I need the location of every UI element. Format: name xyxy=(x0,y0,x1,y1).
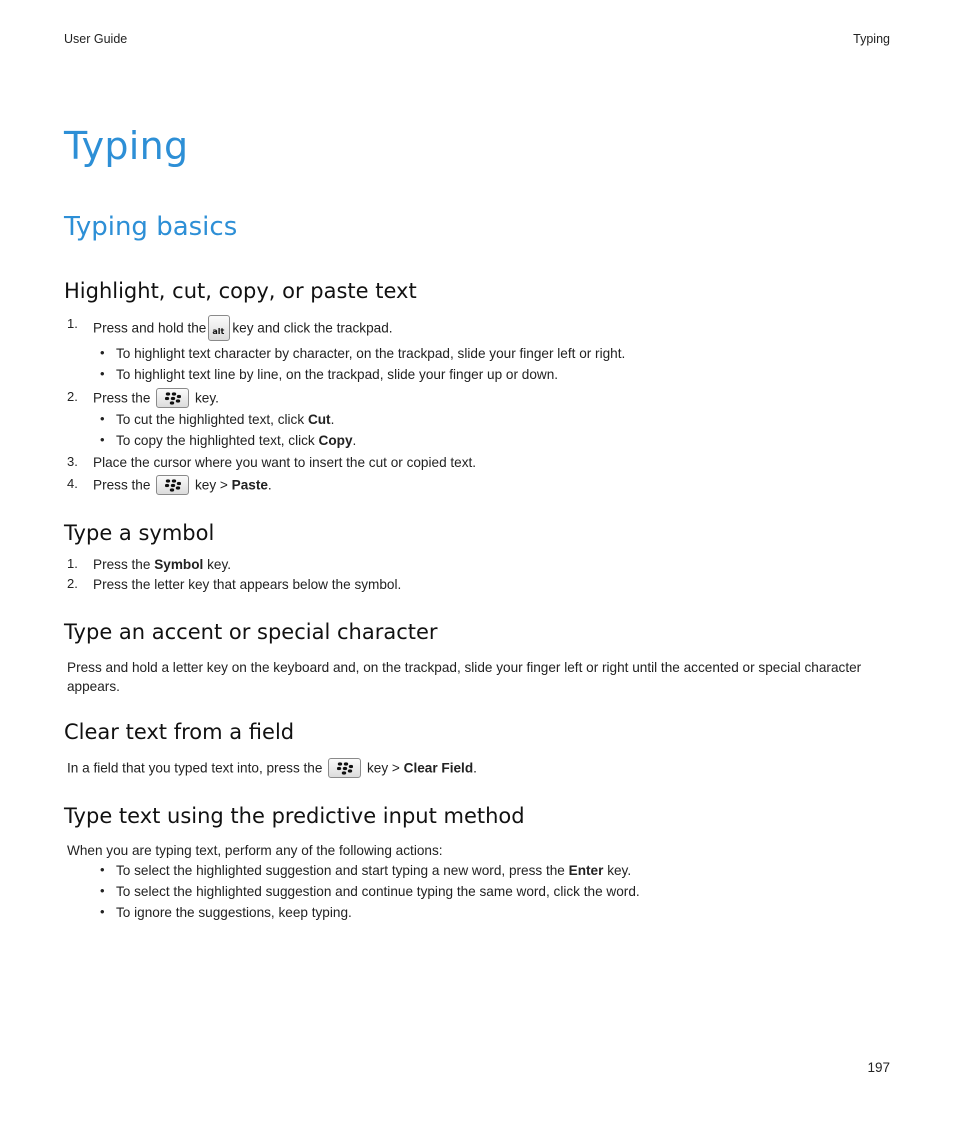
step-number: 3. xyxy=(67,454,78,469)
step-text: key and click the trackpad. xyxy=(232,320,393,336)
step-number: 2. xyxy=(67,576,78,591)
bullet-icon: • xyxy=(100,904,105,919)
heading-accent: Type an accent or special character xyxy=(64,620,438,644)
accent-body: Press and hold a letter key on the keyboard and, on the trackpad, slide your finger left or right until the accented or special character appears. xyxy=(67,660,862,694)
heading-symbol: Type a symbol xyxy=(64,521,215,545)
blackberry-menu-key-icon xyxy=(156,475,189,495)
step-number: 4. xyxy=(67,476,78,491)
heading-clear: Clear text from a field xyxy=(64,720,295,744)
bullet-text: To copy the highlighted text, click Copy. xyxy=(116,433,357,448)
running-header-right: Typing xyxy=(853,32,890,46)
bullet-icon: • xyxy=(100,345,105,360)
section-title: Typing basics xyxy=(64,212,238,242)
step-number: 1. xyxy=(67,316,78,331)
heading-highlight: Highlight, cut, copy, or paste text xyxy=(64,279,417,303)
bullet-icon: • xyxy=(100,883,105,898)
step-text: Press the xyxy=(93,390,151,406)
bullet-icon: • xyxy=(100,862,105,877)
step-text: key. xyxy=(194,390,219,406)
step-2-text xyxy=(93,389,219,409)
page-number: 197 xyxy=(867,1060,890,1075)
bullet-icon: • xyxy=(100,432,105,447)
bullet-text: To select the highlighted suggestion and start typing a new word, press the Enter key. xyxy=(116,863,632,878)
bullet-text: To ignore the suggestions, keep typing. xyxy=(116,905,352,920)
page-title: Typing xyxy=(64,124,189,168)
blackberry-menu-key-icon xyxy=(156,388,189,408)
symbol-step-2: Press the letter key that appears below the symbol. xyxy=(93,577,402,592)
bullet-text: To highlight text character by character, on the trackpad, slide your finger left or right. xyxy=(116,346,626,361)
symbol-step-1: Press the Symbol key. xyxy=(93,557,232,572)
alt-key-icon: alt xyxy=(208,315,230,341)
bullet-text: To cut the highlighted text, click Cut. xyxy=(116,412,335,427)
bullet-icon: • xyxy=(100,366,105,381)
step-3-text: Place the cursor where you want to insert the cut or copied text. xyxy=(93,455,477,470)
blackberry-menu-key-icon xyxy=(328,758,361,778)
bullet-text: To highlight text line by line, on the trackpad, slide your finger up or down. xyxy=(116,367,559,382)
step-1-text xyxy=(93,316,393,342)
predictive-intro: When you are typing text, perform any of the following actions: xyxy=(67,843,443,858)
step-text: Press and hold the xyxy=(93,320,207,336)
clear-body: In a field that you typed text into, press the key > Clear Field. xyxy=(67,759,477,779)
step-4-text: Press the key > Paste. xyxy=(93,476,272,496)
step-number: 2. xyxy=(67,389,78,404)
running-header-left: User Guide xyxy=(64,32,128,46)
heading-predictive: Type text using the predictive input method xyxy=(64,804,525,828)
step-number: 1. xyxy=(67,556,78,571)
bullet-icon: • xyxy=(100,411,105,426)
bullet-text: To select the highlighted suggestion and continue typing the same word, click the word. xyxy=(116,884,640,899)
